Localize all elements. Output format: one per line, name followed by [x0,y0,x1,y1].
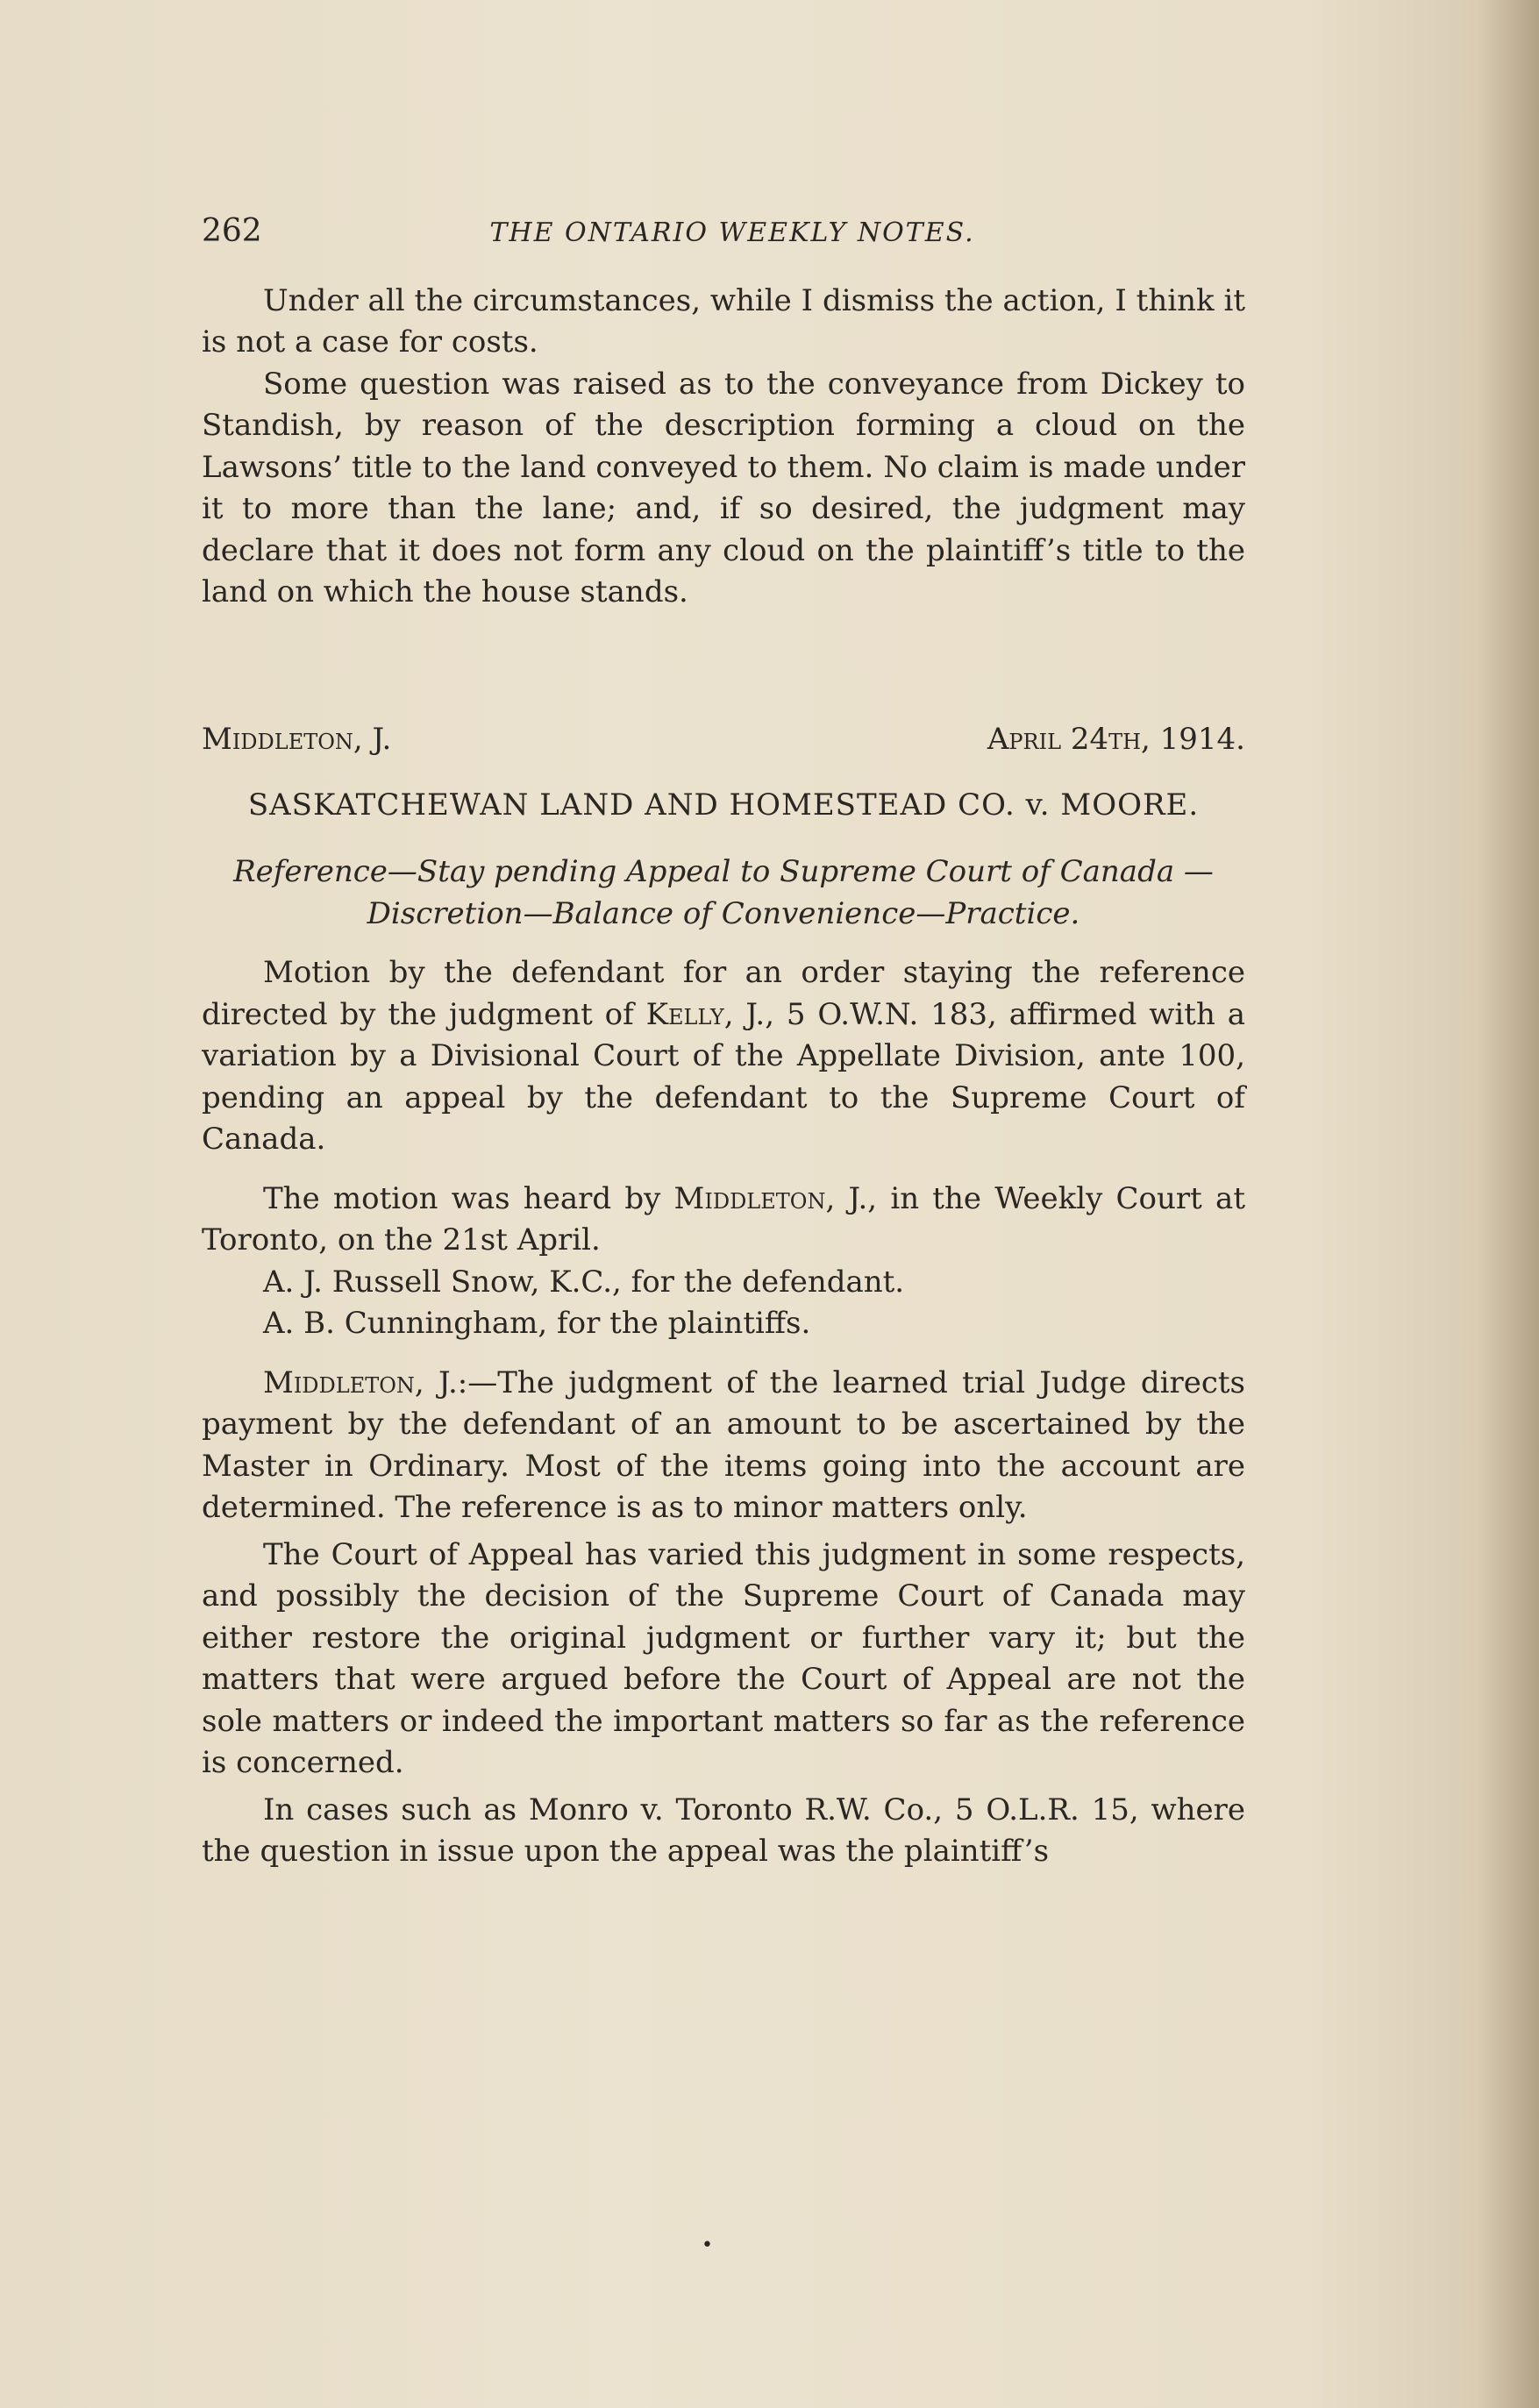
judgment-paragraph-3: In cases such as Monro v. Toronto R.W. Co., 5 O.L.R. 15, where the question in issue upon the appeal was the plaintiff’s [202,1792,1245,1869]
motion-paragraph [202,952,1245,1161]
judgment-opening-text: , J.:—The judgment of the learned trial Judge directs payment by the defendant of an amount to be ascertained by the Master in Ordinary. Most of the items going into the account are determined. The reference is as to minor matters only. [202,1364,1245,1525]
hearing-judge-name: Middleton [673,1180,826,1216]
hearing-text-end: , J., in the Weekly Court at Toronto, on the 21st April. [202,1180,1245,1257]
case-headnote: Reference—Stay pending Appeal to Supreme Court of Canada —Discretion—Balance of Convenience—Practice. [233,854,1214,931]
motion-text-end: , J., 5 O.W.N. 183, affirmed with a variation by a Divisional Court of the Appellate Division, ante 100, pending an appeal by the defendant to the Supreme Court of Canada. [202,996,1245,1157]
previous-case-paragraph-1: Under all the circumstances, while I dismiss the action, I think it is not a case for costs. [202,282,1245,360]
text-column [202,210,1245,1873]
case-judge: Middleton, J. [202,721,392,757]
case-date: April 24th, 1914. [987,721,1245,757]
case-byline [202,719,1245,761]
case-title: SASKATCHEWAN LAND AND HOMESTEAD CO. v. MOORE. [247,787,1200,823]
motion-text-start: Motion by the defendant for an order staying the reference directed by the judgment of [202,955,1245,1032]
judgment-opening-paragraph [202,1363,1245,1529]
judgment-judge-name: Middleton [263,1364,415,1400]
motion-judge-name: Kelly [645,996,724,1032]
page-edge-shadow [1478,0,1539,2408]
hearing-text-start: The motion was heard by [263,1180,674,1216]
footer-mark: • [702,2234,713,2256]
previous-case-paragraph-2: Some question was raised as to the conveyance from Dickey to Standish, by reason of the description forming a cloud on the Lawsons’ title to the land conveyed to them. No claim is made under it to more than the lane; and, if so desired, the judgment may declare that it does not form any cloud on the plaintiff’s title to the land on which the house stands. [202,366,1245,609]
judgment-paragraph-2: The Court of Appeal has varied this judgment in some respects, and possibly the decision of the Supreme Court of Canada may either restore the original judgment or further vary it; but the matters that were argued before the Court of Appeal are not the sole matters or indeed the important matters so far as the reference is concerned. [202,1536,1245,1780]
hearing-paragraph [202,1179,1245,1262]
journal-title: THE ONTARIO WEEKLY NOTES. [489,217,975,248]
running-head [202,210,1245,254]
page-number: 262 [202,213,262,249]
counsel-defendant: A. J. Russell Snow, K.C., for the defendant. [263,1264,905,1300]
counsel-plaintiffs: A. B. Cunningham, for the plaintiffs. [263,1306,811,1341]
